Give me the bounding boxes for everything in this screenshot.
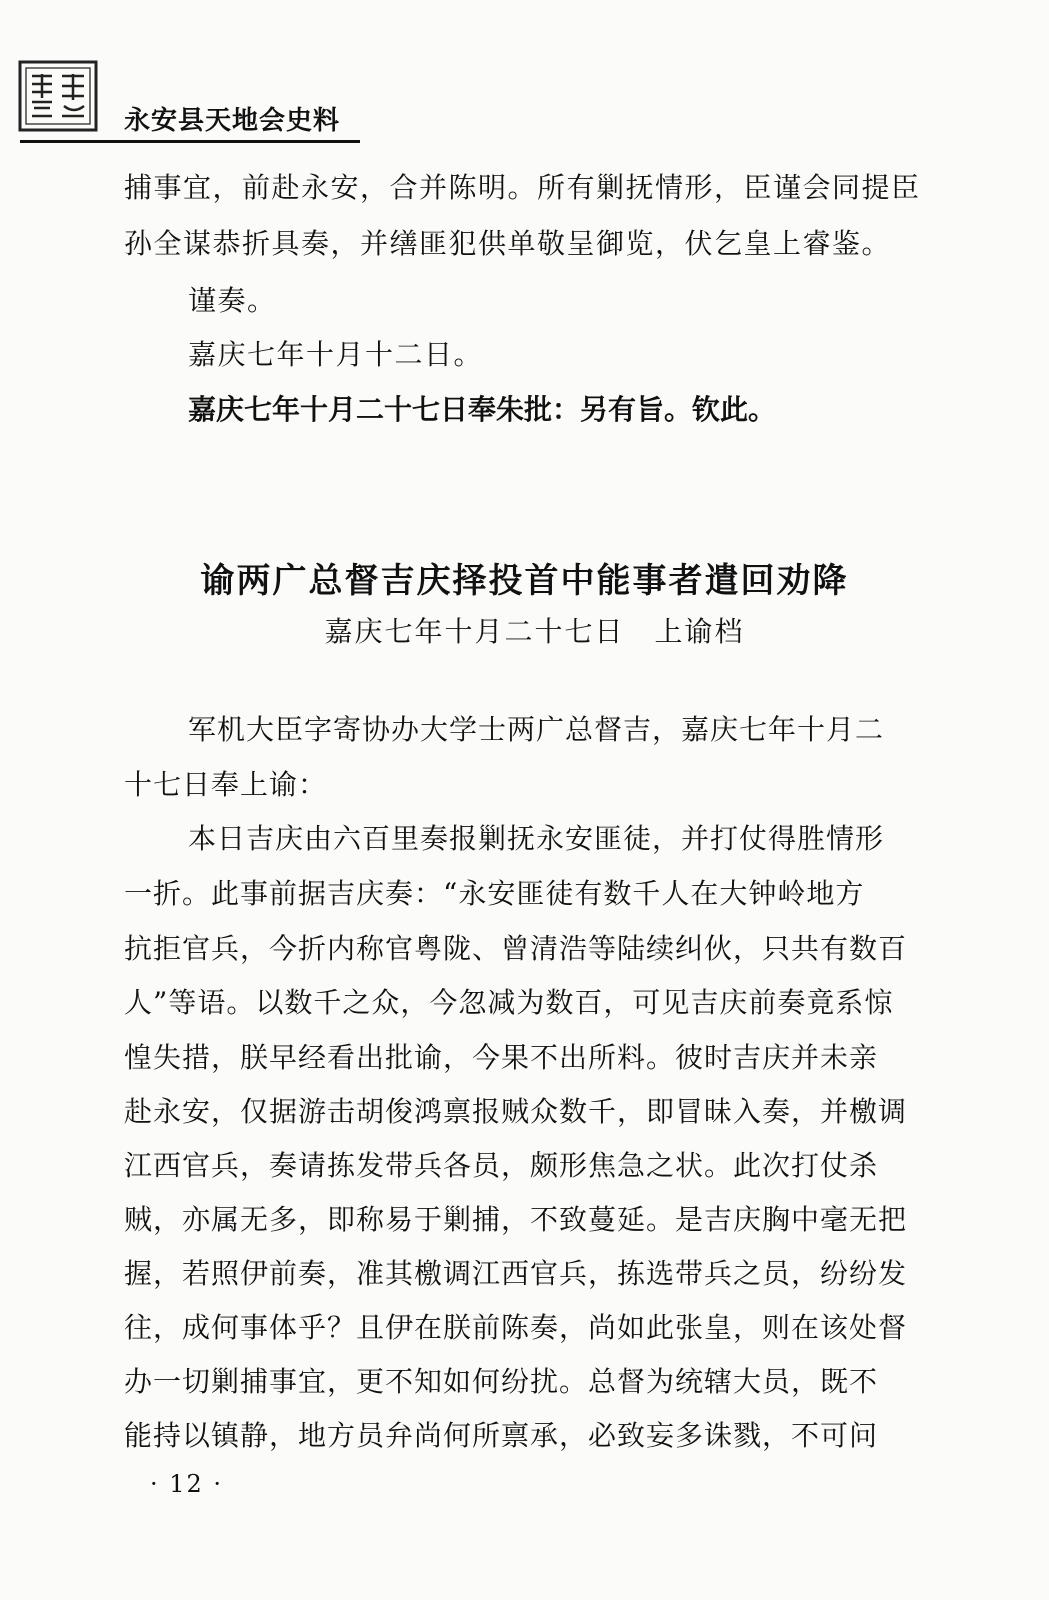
date-line: 嘉庆七年十月十二日。 <box>188 338 484 371</box>
page-number: · 12 · <box>150 1470 224 1498</box>
text-line: 十七日奉上谕： <box>124 768 328 801</box>
text-line: 捕事宜，前赴永安，合并陈明。所有剿抚情形，臣谨会同提臣 <box>124 171 921 204</box>
text-line: 贼，亦属无多，即称易于剿捕，不致蔓延。是吉庆胸中毫无把 <box>124 1203 908 1236</box>
text-line: 军机大臣字寄协办大学士两广总督吉，嘉庆七年十月二 <box>188 713 885 746</box>
text-line: 抗拒官兵，今折内称官粤陇、曾清浩等陆续纠伙，只共有数百 <box>124 932 908 965</box>
document-title: 谕两广总督吉庆择投首中能事者遣回劝降 <box>200 561 849 601</box>
seal-logo-icon <box>16 56 100 136</box>
text-line: 握，若照伊前奏，准其檄调江西官兵，拣选带兵之员，纷纷发 <box>124 1257 908 1290</box>
text-line: 往，成何事体乎？且伊在朕前陈奏，尚如此张皇，则在该处督 <box>124 1311 908 1344</box>
text-line: 惶失措，朕早经看出批谕，今果不出所料。彼时吉庆并未亲 <box>124 1041 879 1074</box>
text-line: 本日吉庆由六百里奏报剿抚永安匪徒，并打仗得胜情形 <box>188 822 885 855</box>
vermilion-rescript-line: 嘉庆七年十月二十七日奉朱批：另有旨。钦此。 <box>188 393 777 426</box>
text-line: 能持以镇静，地方员弁尚何所禀承，必致妄多诛戮，不可问 <box>124 1419 879 1452</box>
text-line: 江西官兵，奏请拣发带兵各员，颇形焦急之状。此次打仗杀 <box>124 1149 879 1182</box>
header-divider <box>20 140 360 143</box>
text-line: 办一切剿捕事宜，更不知如何纷扰。总督为统辖大员，既不 <box>124 1365 879 1398</box>
text-line: 孙全谋恭折具奏，并缮匪犯供单敬呈御览，伏乞皇上睿鉴。 <box>124 227 892 260</box>
running-header-title: 永安县天地会史料 <box>124 106 341 136</box>
text-line: 人”等语。以数千之众，今忽减为数百，可见吉庆前奏竟系惊 <box>124 986 894 1019</box>
text-line: 赴永安，仅据游击胡俊鸿禀报贼众数千，即冒昧入奏，并檄调 <box>124 1095 908 1128</box>
text-line: 一折。此事前据吉庆奏：“永安匪徒有数千人在大钟岭地方 <box>124 877 865 910</box>
document-subtitle: 嘉庆七年十月二十七日 上谕档 <box>324 615 745 648</box>
text-line: 谨奏。 <box>188 284 277 317</box>
